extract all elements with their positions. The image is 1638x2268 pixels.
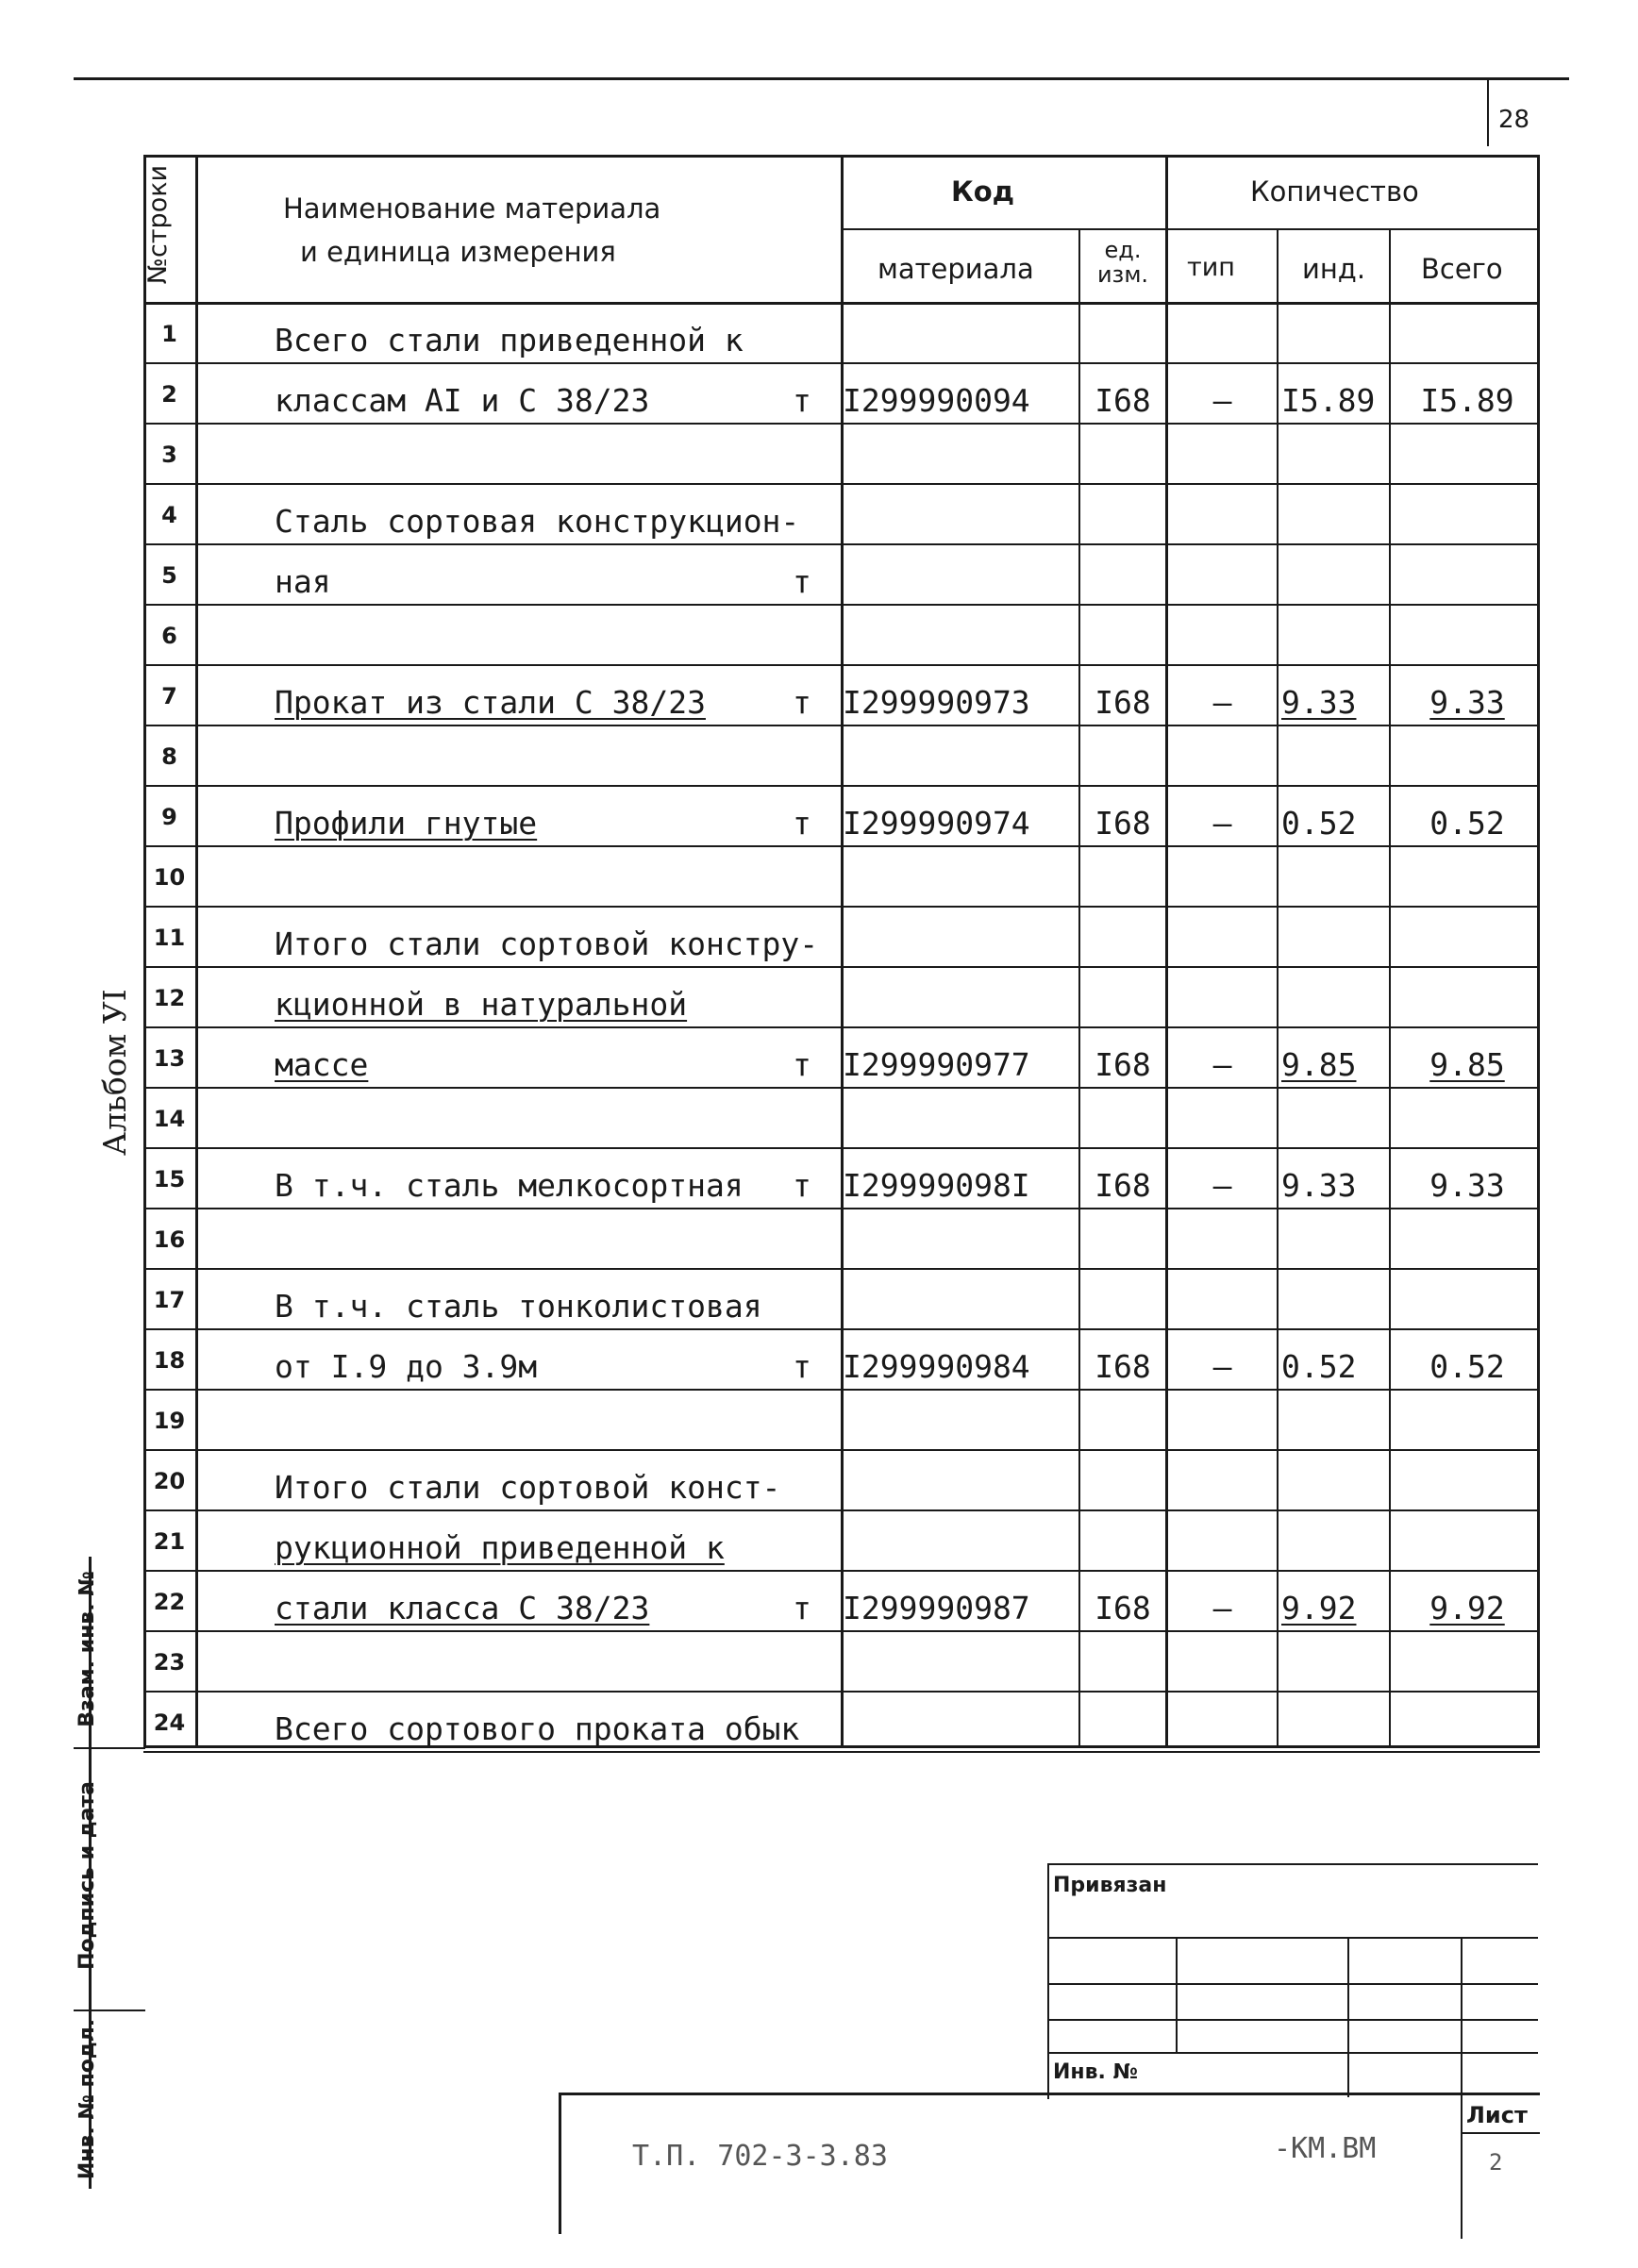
material-name: рукционной приведенной к	[275, 1529, 725, 1566]
unit-code: I68	[1095, 684, 1151, 721]
quantity-total	[1398, 1270, 1536, 1330]
unit-letter	[793, 726, 825, 787]
material-code: I29999098I	[843, 1167, 1030, 1204]
quantity-total	[1398, 545, 1536, 606]
material-code	[843, 425, 1078, 485]
material-name: Итого стали сортовой конст-	[275, 1469, 781, 1506]
quantity-total	[1398, 1089, 1536, 1149]
material-code	[843, 908, 1078, 968]
table-row	[143, 425, 1540, 485]
unit-code	[1080, 545, 1165, 606]
row-number: 8	[161, 743, 177, 770]
quantity-individual	[1279, 726, 1393, 787]
code-group-header: Код	[951, 175, 1015, 208]
unit-code	[1080, 1451, 1165, 1511]
unit-code: I68	[1095, 1167, 1151, 1204]
quantity-individual: 0.52	[1281, 1348, 1357, 1385]
material-code	[843, 485, 1078, 545]
quantity-individual	[1279, 1089, 1393, 1149]
stamp-line-1	[1047, 1937, 1538, 1939]
quantity-type: –	[1212, 382, 1232, 419]
unit-code: I68	[1095, 1590, 1151, 1626]
quantity-individual	[1279, 1693, 1393, 1753]
quantity-individual: 9.85	[1281, 1046, 1357, 1083]
material-code	[843, 1391, 1078, 1451]
quantity-total	[1398, 1451, 1536, 1511]
material-name: В т.ч. сталь тонколистовая	[275, 1288, 762, 1325]
row-number: 4	[161, 502, 177, 528]
page-number: 28	[1498, 106, 1530, 134]
quantity-type	[1169, 545, 1276, 606]
material-code: I299990984	[843, 1348, 1030, 1385]
unit-header	[1081, 238, 1164, 287]
replace-inventory-label: Взам. инв. №	[75, 1571, 99, 1727]
material-code	[843, 606, 1078, 666]
unit-letter	[793, 1089, 825, 1149]
margin-divider-1	[74, 1747, 145, 1749]
quantity-type	[1169, 1632, 1276, 1693]
unit-letter	[793, 1693, 825, 1753]
table-row	[143, 364, 1540, 425]
quantity-total	[1398, 968, 1536, 1028]
quantity-individual: 9.92	[1281, 1590, 1357, 1626]
table-row	[143, 304, 1540, 364]
stamp-line-3	[1047, 2019, 1538, 2021]
material-name: массе	[275, 1046, 369, 1083]
header-sub-divider	[843, 228, 1538, 230]
material-code: I299990977	[843, 1046, 1030, 1083]
material-name: Прокат из стали С 38/23	[275, 684, 706, 721]
material-name: ная	[275, 563, 331, 600]
row-number: 11	[153, 925, 186, 951]
unit-letter	[793, 968, 825, 1028]
unit-letter	[793, 1270, 825, 1330]
table-row	[143, 726, 1540, 787]
sheet-label: Лист	[1466, 2102, 1528, 2128]
quantity-total: 0.52	[1429, 1348, 1505, 1385]
row-number: 20	[153, 1468, 186, 1494]
table-row	[143, 787, 1540, 847]
quantity-individual	[1279, 847, 1393, 908]
name-header-line2: и единица измерения	[300, 236, 616, 268]
quantity-total	[1398, 485, 1536, 545]
unit-code	[1080, 1089, 1165, 1149]
quantity-group-header: Копичество	[1250, 175, 1419, 208]
document-code-right: -КМ.ВМ	[1274, 2132, 1377, 2165]
table-row	[143, 1330, 1540, 1391]
row-number: 15	[153, 1166, 186, 1192]
quantity-total: 9.33	[1429, 684, 1505, 721]
unit-letter: т	[793, 1590, 811, 1626]
unit-header-line2: изм.	[1096, 261, 1149, 288]
quantity-type	[1169, 425, 1276, 485]
attached-label: Привязан	[1053, 1874, 1167, 1897]
material-name: Профили гнутые	[275, 805, 538, 842]
original-inventory-label: Инв. № подл.	[75, 2018, 99, 2180]
unit-code: I68	[1095, 1348, 1151, 1385]
unit-letter	[793, 1632, 825, 1693]
material-code: I299990094	[843, 382, 1030, 419]
quantity-total: 9.85	[1429, 1046, 1505, 1083]
quantity-individual	[1279, 545, 1393, 606]
stamp-line-2	[1047, 1983, 1538, 1985]
material-code	[843, 304, 1078, 364]
table-row	[143, 1451, 1540, 1511]
row-number: 22	[153, 1589, 186, 1615]
quantity-total	[1398, 1391, 1536, 1451]
album-label: Альбом УI	[96, 989, 133, 1156]
ind-header: инд.	[1302, 253, 1366, 285]
unit-code	[1080, 1209, 1165, 1270]
material-name: Всего стали приведенной к	[275, 322, 744, 359]
quantity-total	[1398, 847, 1536, 908]
quantity-total	[1398, 1511, 1536, 1572]
table-row	[143, 1572, 1540, 1632]
quantity-individual	[1279, 304, 1393, 364]
table-row	[143, 1209, 1540, 1270]
unit-code: I68	[1095, 805, 1151, 842]
material-code	[843, 1693, 1078, 1753]
quantity-type	[1169, 1270, 1276, 1330]
table-row	[143, 1028, 1540, 1089]
material-code: I299990987	[843, 1590, 1030, 1626]
quantity-type	[1169, 1511, 1276, 1572]
quantity-type	[1169, 1391, 1276, 1451]
material-name: Сталь сортовая конструкцион-	[275, 503, 800, 540]
table-row	[143, 1632, 1540, 1693]
quantity-type	[1169, 847, 1276, 908]
quantity-type	[1169, 968, 1276, 1028]
quantity-total: 9.92	[1429, 1590, 1505, 1626]
quantity-type: –	[1212, 1046, 1232, 1083]
stamp-line-4	[1047, 2052, 1538, 2054]
unit-letter: т	[793, 382, 811, 419]
unit-code	[1080, 1632, 1165, 1693]
unit-code: I68	[1095, 382, 1151, 419]
quantity-total: 9.33	[1429, 1167, 1505, 1204]
material-code	[843, 1209, 1078, 1270]
quantity-type: –	[1212, 684, 1232, 721]
material-code	[843, 1089, 1078, 1149]
stamp-left-border	[1047, 1863, 1049, 2099]
material-name: кционной в натуральной	[275, 986, 688, 1023]
material-code	[843, 545, 1078, 606]
row-number: 7	[161, 683, 177, 709]
row-number: 10	[153, 864, 186, 891]
material-code: I299990974	[843, 805, 1030, 842]
unit-letter: т	[793, 1348, 811, 1385]
quantity-individual: 9.33	[1281, 684, 1357, 721]
unit-letter	[793, 304, 825, 364]
unit-letter: т	[793, 1167, 811, 1204]
quantity-total	[1398, 1632, 1536, 1693]
quantity-type	[1169, 1089, 1276, 1149]
quantity-total	[1398, 908, 1536, 968]
material-name: В т.ч. сталь мелкосортная	[275, 1167, 744, 1204]
signature-date-label: Подпись и дата	[75, 1781, 99, 1970]
material-code	[843, 1511, 1078, 1572]
material-name: классам АI и С 38/23	[275, 382, 650, 419]
quantity-individual: 9.33	[1281, 1167, 1357, 1204]
quantity-individual: I5.89	[1281, 382, 1376, 419]
quantity-individual	[1279, 1451, 1393, 1511]
quantity-individual	[1279, 485, 1393, 545]
quantity-total	[1398, 425, 1536, 485]
unit-code	[1080, 908, 1165, 968]
bottom-stamp-left-border	[559, 2093, 561, 2234]
material-code: I299990973	[843, 684, 1030, 721]
stamp-col-1	[1176, 1937, 1178, 2052]
quantity-individual	[1279, 1391, 1393, 1451]
inventory-number-label: Инв. №	[1053, 2060, 1139, 2084]
document-code-left: Т.П. 702-3-3.83	[632, 2140, 888, 2173]
row-number: 18	[153, 1347, 186, 1374]
unit-code	[1080, 968, 1165, 1028]
table-row	[143, 1149, 1540, 1209]
material-name: стали класса С 38/23	[275, 1590, 650, 1626]
stamp-top-border	[1047, 1863, 1538, 1865]
unit-letter	[793, 1391, 825, 1451]
quantity-individual: 0.52	[1281, 805, 1357, 842]
unit-letter	[793, 847, 825, 908]
material-code	[843, 726, 1078, 787]
unit-code	[1080, 425, 1165, 485]
table-row	[143, 908, 1540, 968]
quantity-type: –	[1212, 1348, 1232, 1385]
stamp-col-2	[1347, 1937, 1349, 2097]
quantity-individual	[1279, 1632, 1393, 1693]
quantity-total	[1398, 606, 1536, 666]
material-code	[843, 1270, 1078, 1330]
quantity-individual	[1279, 968, 1393, 1028]
unit-letter	[793, 1451, 825, 1511]
row-number-header: №строки	[143, 164, 173, 285]
quantity-type	[1169, 304, 1276, 364]
total-header: Всего	[1421, 253, 1503, 285]
quantity-type	[1169, 485, 1276, 545]
quantity-total	[1398, 304, 1536, 364]
quantity-type	[1169, 908, 1276, 968]
quantity-type	[1169, 1693, 1276, 1753]
quantity-type	[1169, 1451, 1276, 1511]
table-row	[143, 485, 1540, 545]
name-header-line1: Наименование материала	[283, 192, 661, 225]
material-code	[843, 1632, 1078, 1693]
material-code	[843, 847, 1078, 908]
quantity-total: I5.89	[1420, 382, 1514, 419]
quantity-individual	[1279, 606, 1393, 666]
table-row	[143, 1270, 1540, 1330]
quantity-type	[1169, 726, 1276, 787]
quantity-type	[1169, 1209, 1276, 1270]
quantity-individual	[1279, 1209, 1393, 1270]
unit-code	[1080, 1511, 1165, 1572]
unit-letter: т	[793, 1046, 811, 1083]
material-name: от I.9 до 3.9м	[275, 1348, 538, 1385]
row-number: 2	[161, 381, 177, 408]
unit-code: I68	[1095, 1046, 1151, 1083]
unit-letter	[793, 425, 825, 485]
row-number: 23	[153, 1649, 186, 1676]
table-row	[143, 1089, 1540, 1149]
stamp-col-3	[1461, 1937, 1462, 2239]
quantity-total: 0.52	[1429, 805, 1505, 842]
quantity-type: –	[1212, 1167, 1232, 1204]
unit-letter	[793, 485, 825, 545]
unit-code	[1080, 1693, 1165, 1753]
material-name: Итого стали сортовой констру-	[275, 926, 819, 962]
table-row	[143, 847, 1540, 908]
quantity-type	[1169, 606, 1276, 666]
unit-letter	[793, 606, 825, 666]
row-number: 19	[153, 1408, 186, 1434]
unit-code	[1080, 1391, 1165, 1451]
row-number: 13	[153, 1045, 186, 1072]
quantity-individual	[1279, 425, 1393, 485]
table-row	[143, 606, 1540, 666]
row-number: 9	[161, 804, 177, 830]
table-row	[143, 666, 1540, 726]
tip-header: тип	[1187, 253, 1235, 282]
row-number: 5	[161, 562, 177, 589]
quantity-type: –	[1212, 1590, 1232, 1626]
page-number-divider	[1487, 80, 1489, 146]
row-number: 3	[161, 442, 177, 468]
quantity-total	[1398, 1693, 1536, 1753]
quantity-type: –	[1212, 805, 1232, 842]
bottom-stamp-top-border	[559, 2093, 1540, 2095]
unit-code	[1080, 726, 1165, 787]
material-code	[843, 968, 1078, 1028]
table-row	[143, 1693, 1540, 1753]
row-number: 16	[153, 1226, 186, 1253]
unit-letter	[793, 1511, 825, 1572]
row-number: 17	[153, 1287, 186, 1313]
unit-code	[1080, 1270, 1165, 1330]
table-row	[143, 1511, 1540, 1572]
sheet-number: 2	[1489, 2149, 1503, 2176]
unit-code	[1080, 847, 1165, 908]
row-number: 1	[161, 321, 177, 347]
unit-code	[1080, 606, 1165, 666]
unit-letter: т	[793, 684, 811, 721]
unit-code	[1080, 304, 1165, 364]
table-row	[143, 545, 1540, 606]
material-name: Всего сортового проката обык	[275, 1710, 800, 1747]
unit-code	[1080, 485, 1165, 545]
quantity-individual	[1279, 908, 1393, 968]
unit-letter: т	[793, 805, 811, 842]
table-row	[143, 968, 1540, 1028]
quantity-total	[1398, 726, 1536, 787]
quantity-total	[1398, 1209, 1536, 1270]
row-number: 24	[153, 1709, 186, 1736]
unit-letter: т	[793, 563, 811, 600]
top-rule	[74, 77, 1569, 80]
sheet-cell-divider	[1461, 2132, 1540, 2134]
table-row	[143, 1391, 1540, 1451]
quantity-individual	[1279, 1270, 1393, 1330]
material-header: материала	[878, 253, 1034, 285]
unit-letter	[793, 1209, 825, 1270]
quantity-individual	[1279, 1511, 1393, 1572]
row-number: 6	[161, 623, 177, 649]
row-number: 21	[153, 1528, 186, 1555]
unit-letter	[793, 908, 825, 968]
material-code	[843, 1451, 1078, 1511]
unit-header-line1: ед.	[1104, 237, 1142, 263]
row-number: 14	[153, 1106, 186, 1132]
row-number: 12	[153, 985, 186, 1011]
